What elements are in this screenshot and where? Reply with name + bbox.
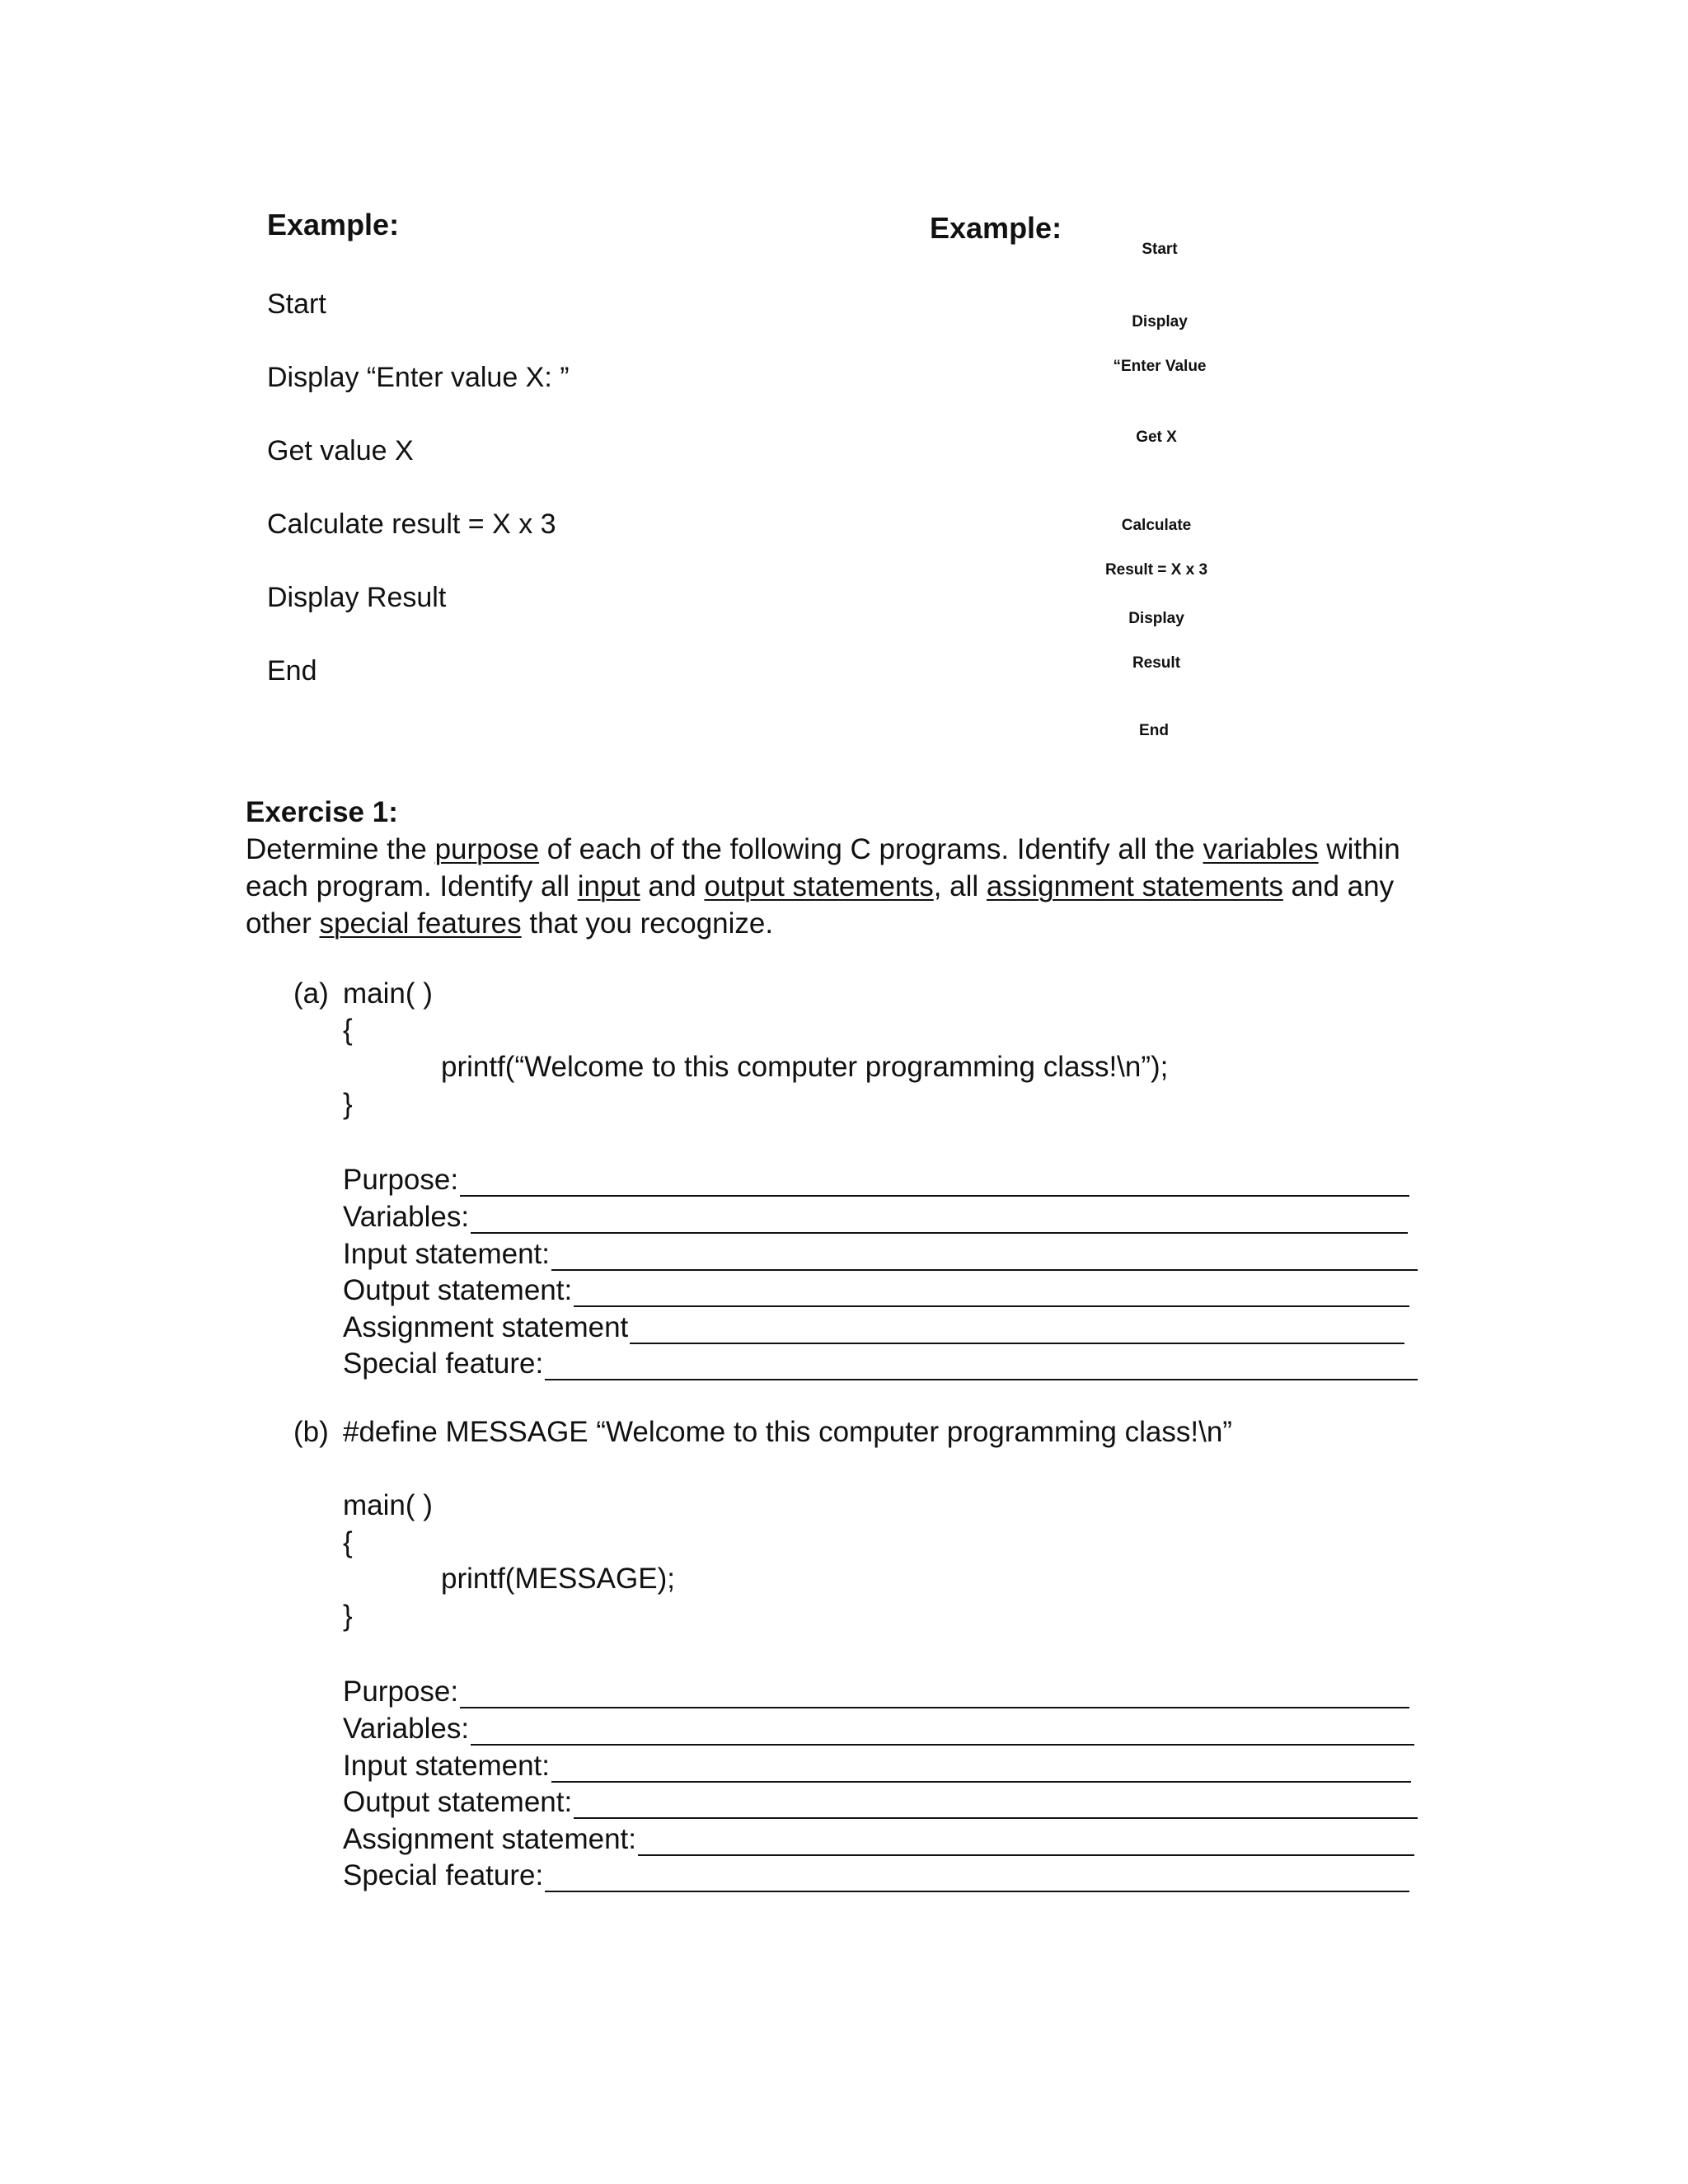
code-line: } xyxy=(343,1600,353,1632)
instruction-text: Determine the xyxy=(246,833,435,865)
pseudocode-step: Start xyxy=(267,288,326,320)
instruction-text: , all xyxy=(933,870,987,902)
flowchart-label: Display xyxy=(1132,313,1188,330)
answer-line[interactable] xyxy=(551,1241,1418,1271)
instruction-keyword: purpose xyxy=(434,833,540,865)
field-label: Assignment statement xyxy=(343,1311,629,1343)
pseudocode-step: Calculate result = X x 3 xyxy=(267,509,556,540)
assignment-statement-field[interactable] xyxy=(343,1819,1414,1856)
flowchart-label: Calculate xyxy=(1121,517,1192,534)
instruction-text: within xyxy=(1318,833,1400,865)
purpose-field[interactable] xyxy=(343,1160,1409,1197)
instruction-text: of each of the following C programs. Identify all the xyxy=(539,833,1203,865)
answer-line[interactable] xyxy=(551,1753,1411,1783)
answer-line[interactable] xyxy=(574,1277,1409,1307)
exercise-title: Exercise 1: xyxy=(246,796,398,828)
field-label: Variables: xyxy=(343,1713,470,1745)
define-line: #define MESSAGE “Welcome to this computer programming class!\n” xyxy=(343,1416,1232,1448)
field-label: Output statement: xyxy=(343,1786,573,1818)
instruction-keyword: special features xyxy=(319,907,522,940)
pseudocode-step: Get value X xyxy=(267,435,414,466)
answer-line[interactable] xyxy=(638,1826,1414,1856)
field-label: Special feature: xyxy=(343,1859,544,1891)
flowchart-label: Result xyxy=(1132,654,1181,672)
part-a-label: (a) xyxy=(293,977,329,1010)
pseudocode-step: Display Result xyxy=(267,582,447,613)
answer-line[interactable] xyxy=(545,1863,1409,1892)
assignment-statement-field[interactable] xyxy=(343,1307,1404,1344)
code-line: main( ) xyxy=(343,977,433,1010)
pseudocode-step: Display “Enter value X: ” xyxy=(267,362,570,393)
field-label: Purpose: xyxy=(343,1675,459,1708)
field-label: Assignment statement: xyxy=(343,1823,636,1855)
flowchart-label: Display xyxy=(1128,610,1184,627)
code-line: printf(“Welcome to this computer programming class!\n”); xyxy=(441,1051,1169,1083)
instruction-text: other xyxy=(246,907,320,940)
instruction-text: and xyxy=(640,870,705,902)
answer-line[interactable] xyxy=(471,1716,1414,1746)
field-label: Variables: xyxy=(343,1201,470,1233)
answer-line[interactable] xyxy=(471,1204,1408,1234)
input-statement-field[interactable] xyxy=(343,1234,1418,1271)
special-feature-field[interactable] xyxy=(343,1343,1418,1380)
variables-field[interactable] xyxy=(343,1708,1414,1746)
output-statement-field[interactable] xyxy=(343,1782,1418,1819)
purpose-field[interactable] xyxy=(343,1671,1409,1708)
flowchart-label: Start xyxy=(1142,241,1178,258)
instruction-keyword: assignment statements xyxy=(986,870,1283,902)
instruction-keyword: input xyxy=(577,870,640,902)
answer-line[interactable] xyxy=(630,1315,1404,1344)
field-label: Output statement: xyxy=(343,1274,573,1306)
flowchart-label: “Enter Value xyxy=(1113,358,1207,375)
instruction-text: and any xyxy=(1282,870,1395,902)
flowchart-label: Result = X x 3 xyxy=(1104,561,1208,579)
field-label: Input statement: xyxy=(343,1750,550,1782)
code-line: main( ) xyxy=(343,1489,433,1521)
answer-line[interactable] xyxy=(460,1679,1409,1708)
output-statement-field[interactable] xyxy=(343,1270,1409,1307)
instruction-keyword: variables xyxy=(1203,833,1319,865)
example-heading-right: Example: xyxy=(930,211,1062,245)
code-line: { xyxy=(343,1526,353,1558)
code-line: printf(MESSAGE); xyxy=(441,1563,675,1595)
variables-field[interactable] xyxy=(343,1197,1408,1234)
flowchart-label: End xyxy=(1139,722,1169,739)
pseudocode-step: End xyxy=(267,655,317,687)
field-label: Input statement: xyxy=(343,1238,550,1270)
code-line: { xyxy=(343,1014,353,1046)
answer-line[interactable] xyxy=(574,1789,1418,1819)
special-feature-field[interactable] xyxy=(343,1855,1409,1892)
example-heading-left: Example: xyxy=(267,208,400,241)
answer-line[interactable] xyxy=(460,1167,1409,1197)
exercise-instructions xyxy=(246,831,1400,942)
instruction-text: each program. Identify all xyxy=(246,870,578,902)
code-line: } xyxy=(343,1088,353,1120)
part-b-label: (b) xyxy=(293,1416,329,1448)
flowchart-label: Get X xyxy=(1136,429,1177,446)
input-statement-field[interactable] xyxy=(343,1746,1411,1783)
field-label: Special feature: xyxy=(343,1347,544,1380)
instruction-keyword: output statements xyxy=(704,870,934,902)
field-label: Purpose: xyxy=(343,1164,459,1196)
instruction-text: that you recognize. xyxy=(521,907,774,940)
answer-line[interactable] xyxy=(545,1351,1418,1380)
